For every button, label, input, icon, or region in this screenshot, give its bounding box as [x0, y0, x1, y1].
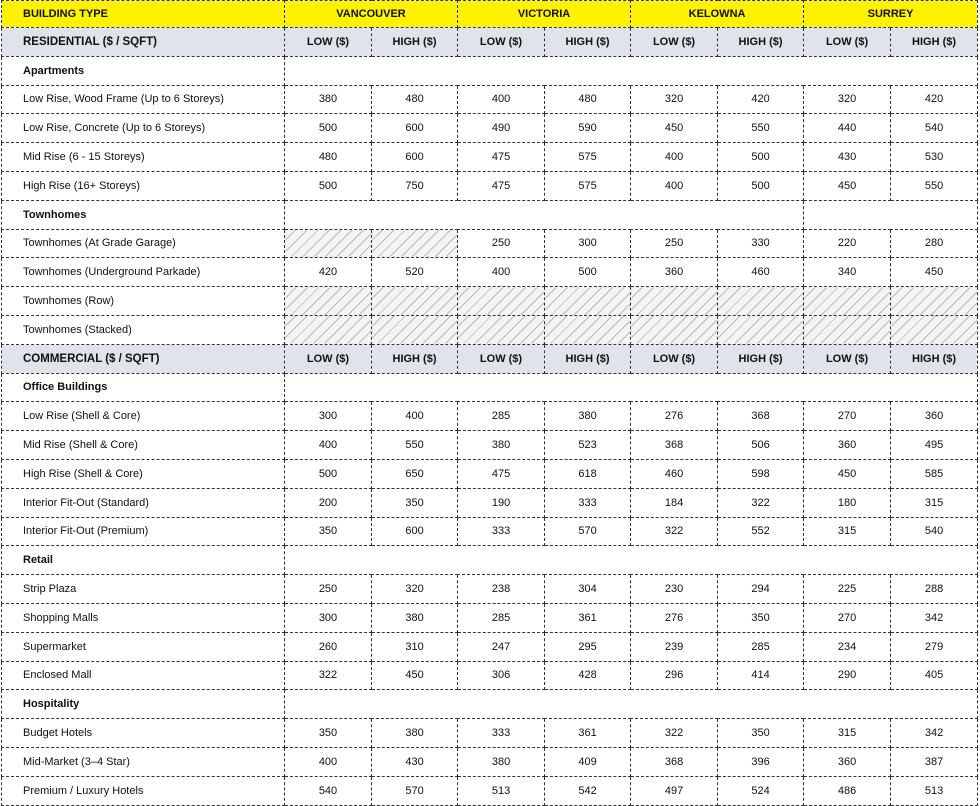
low-header: LOW ($) [804, 344, 891, 373]
high-value: 330 [718, 229, 804, 258]
high-value: 506 [718, 431, 804, 460]
row-label: Mid Rise (6 - 15 Storeys) [2, 143, 285, 172]
high-value: 550 [718, 114, 804, 143]
high-value: 650 [372, 459, 458, 488]
table-row [2, 488, 978, 517]
high-value: 450 [891, 258, 978, 287]
high-value: 300 [545, 229, 631, 258]
low-value: 250 [285, 575, 372, 604]
low-value: 430 [804, 143, 891, 172]
high-value: 430 [372, 747, 458, 776]
high-value: 500 [718, 171, 804, 200]
table-row [2, 747, 978, 776]
low-value: 200 [285, 488, 372, 517]
not-applicable-cell [285, 229, 372, 258]
low-value: 490 [458, 114, 545, 143]
low-header: LOW ($) [285, 28, 372, 57]
low-value: 486 [804, 776, 891, 805]
group-title: Retail [2, 546, 285, 575]
high-header: HIGH ($) [718, 28, 804, 57]
high-header: HIGH ($) [718, 344, 804, 373]
low-value: 333 [458, 719, 545, 748]
group-title: Townhomes [2, 200, 285, 229]
low-value: 450 [804, 459, 891, 488]
low-value: 400 [631, 143, 718, 172]
high-value: 523 [545, 431, 631, 460]
low-value: 500 [285, 459, 372, 488]
low-value: 184 [631, 488, 718, 517]
high-value: 361 [545, 719, 631, 748]
low-value: 400 [458, 85, 545, 114]
high-value: 460 [718, 258, 804, 287]
high-header: HIGH ($) [891, 28, 978, 57]
low-value: 380 [458, 431, 545, 460]
group-spacer [804, 200, 978, 229]
high-header: HIGH ($) [372, 28, 458, 57]
low-value: 315 [804, 517, 891, 546]
group-title: Office Buildings [2, 373, 285, 402]
high-value: 387 [891, 747, 978, 776]
table-row [2, 402, 978, 431]
low-value: 322 [285, 661, 372, 690]
high-value: 420 [718, 85, 804, 114]
high-value: 350 [718, 719, 804, 748]
low-value: 290 [804, 661, 891, 690]
low-value: 250 [458, 229, 545, 258]
high-header: HIGH ($) [891, 344, 978, 373]
not-applicable-cell [631, 287, 718, 316]
low-value: 239 [631, 632, 718, 661]
high-value: 280 [891, 229, 978, 258]
row-label: High Rise (Shell & Core) [2, 459, 285, 488]
table-row [2, 315, 978, 344]
row-label: Premium / Luxury Hotels [2, 776, 285, 805]
low-value: 500 [285, 171, 372, 200]
high-value: 540 [891, 517, 978, 546]
not-applicable-cell [804, 315, 891, 344]
not-applicable-cell [458, 287, 545, 316]
low-value: 315 [804, 719, 891, 748]
low-value: 225 [804, 575, 891, 604]
low-value: 475 [458, 143, 545, 172]
table-row [2, 517, 978, 546]
high-value: 360 [891, 402, 978, 431]
group-header-row [2, 546, 978, 575]
high-value: 320 [372, 575, 458, 604]
low-value: 360 [804, 747, 891, 776]
not-applicable-cell [372, 229, 458, 258]
high-value: 513 [891, 776, 978, 805]
low-value: 276 [631, 402, 718, 431]
low-value: 333 [458, 517, 545, 546]
row-label: Supermarket [2, 632, 285, 661]
high-value: 420 [891, 85, 978, 114]
low-value: 285 [458, 402, 545, 431]
low-value: 475 [458, 459, 545, 488]
high-value: 396 [718, 747, 804, 776]
low-value: 250 [631, 229, 718, 258]
high-value: 618 [545, 459, 631, 488]
high-value: 294 [718, 575, 804, 604]
high-header: HIGH ($) [545, 28, 631, 57]
group-spacer [285, 690, 978, 719]
high-header: HIGH ($) [372, 344, 458, 373]
low-value: 300 [285, 603, 372, 632]
not-applicable-cell [545, 315, 631, 344]
row-label: Townhomes (At Grade Garage) [2, 229, 285, 258]
table-row [2, 85, 978, 114]
table-row [2, 229, 978, 258]
high-value: 361 [545, 603, 631, 632]
table-row [2, 575, 978, 604]
row-label: Low Rise, Wood Frame (Up to 6 Storeys) [2, 85, 285, 114]
row-label: Mid-Market (3–4 Star) [2, 747, 285, 776]
low-value: 360 [804, 431, 891, 460]
row-label: Townhomes (Underground Parkade) [2, 258, 285, 287]
high-value: 368 [718, 402, 804, 431]
low-value: 296 [631, 661, 718, 690]
not-applicable-cell [718, 315, 804, 344]
row-label: Budget Hotels [2, 719, 285, 748]
low-value: 500 [285, 114, 372, 143]
high-value: 380 [545, 402, 631, 431]
low-value: 320 [804, 85, 891, 114]
low-value: 322 [631, 719, 718, 748]
high-value: 570 [372, 776, 458, 805]
not-applicable-cell [718, 287, 804, 316]
high-value: 380 [372, 719, 458, 748]
group-header-row [2, 200, 978, 229]
row-label: Strip Plaza [2, 575, 285, 604]
table-row [2, 719, 978, 748]
low-value: 400 [458, 258, 545, 287]
high-value: 285 [718, 632, 804, 661]
low-value: 220 [804, 229, 891, 258]
table-row [2, 114, 978, 143]
low-value: 300 [285, 402, 372, 431]
table-row [2, 287, 978, 316]
high-value: 600 [372, 114, 458, 143]
high-value: 342 [891, 603, 978, 632]
section-header-row [2, 28, 978, 57]
low-value: 450 [804, 171, 891, 200]
low-value: 400 [631, 171, 718, 200]
city-header-surrey: SURREY [804, 1, 978, 28]
group-header-row [2, 56, 978, 85]
low-value: 180 [804, 488, 891, 517]
high-value: 550 [372, 431, 458, 460]
high-value: 585 [891, 459, 978, 488]
row-label: Low Rise (Shell & Core) [2, 402, 285, 431]
high-value: 480 [545, 85, 631, 114]
not-applicable-cell [891, 315, 978, 344]
high-value: 333 [545, 488, 631, 517]
not-applicable-cell [285, 287, 372, 316]
table-row [2, 459, 978, 488]
high-value: 495 [891, 431, 978, 460]
high-value: 524 [718, 776, 804, 805]
high-value: 530 [891, 143, 978, 172]
low-value: 460 [631, 459, 718, 488]
group-title: Apartments [2, 56, 285, 85]
title-row [2, 1, 978, 28]
low-value: 190 [458, 488, 545, 517]
table-row [2, 661, 978, 690]
not-applicable-cell [372, 315, 458, 344]
low-header: LOW ($) [458, 344, 545, 373]
section-title: COMMERCIAL ($ / SQFT) [2, 344, 285, 373]
low-header: LOW ($) [285, 344, 372, 373]
low-value: 285 [458, 603, 545, 632]
low-value: 260 [285, 632, 372, 661]
row-label: Interior Fit-Out (Standard) [2, 488, 285, 517]
high-value: 590 [545, 114, 631, 143]
not-applicable-cell [804, 287, 891, 316]
table-row [2, 632, 978, 661]
not-applicable-cell [372, 287, 458, 316]
high-value: 500 [718, 143, 804, 172]
section-header-row [2, 344, 978, 373]
high-value: 409 [545, 747, 631, 776]
low-value: 238 [458, 575, 545, 604]
low-header: LOW ($) [804, 28, 891, 57]
low-value: 368 [631, 747, 718, 776]
high-value: 600 [372, 143, 458, 172]
row-label: High Rise (16+ Storeys) [2, 171, 285, 200]
section-title: RESIDENTIAL ($ / SQFT) [2, 28, 285, 57]
low-value: 475 [458, 171, 545, 200]
table-row [2, 431, 978, 460]
high-value: 428 [545, 661, 631, 690]
low-value: 306 [458, 661, 545, 690]
low-value: 230 [631, 575, 718, 604]
high-value: 540 [891, 114, 978, 143]
high-value: 400 [372, 402, 458, 431]
high-value: 414 [718, 661, 804, 690]
high-value: 550 [891, 171, 978, 200]
low-value: 400 [285, 431, 372, 460]
group-spacer [285, 56, 978, 85]
high-value: 342 [891, 719, 978, 748]
high-value: 480 [372, 85, 458, 114]
low-value: 400 [285, 747, 372, 776]
high-value: 279 [891, 632, 978, 661]
city-header-kelowna: KELOWNA [631, 1, 804, 28]
high-value: 552 [718, 517, 804, 546]
low-value: 380 [458, 747, 545, 776]
high-value: 315 [891, 488, 978, 517]
high-value: 288 [891, 575, 978, 604]
high-value: 575 [545, 171, 631, 200]
high-value: 570 [545, 517, 631, 546]
row-label: Low Rise, Concrete (Up to 6 Storeys) [2, 114, 285, 143]
not-applicable-cell [891, 287, 978, 316]
row-label: Interior Fit-Out (Premium) [2, 517, 285, 546]
row-label: Mid Rise (Shell & Core) [2, 431, 285, 460]
group-spacer [285, 546, 978, 575]
low-value: 360 [631, 258, 718, 287]
low-value: 247 [458, 632, 545, 661]
low-value: 276 [631, 603, 718, 632]
row-label: Townhomes (Row) [2, 287, 285, 316]
table-row [2, 603, 978, 632]
high-value: 542 [545, 776, 631, 805]
table-row [2, 171, 978, 200]
low-value: 350 [285, 517, 372, 546]
high-value: 350 [372, 488, 458, 517]
group-spacer [285, 373, 978, 402]
high-value: 405 [891, 661, 978, 690]
high-value: 450 [372, 661, 458, 690]
not-applicable-cell [285, 315, 372, 344]
low-value: 450 [631, 114, 718, 143]
city-header-vancouver: VANCOUVER [285, 1, 458, 28]
cost-table [1, 0, 978, 806]
table-row [2, 143, 978, 172]
high-value: 500 [545, 258, 631, 287]
table-row [2, 776, 978, 805]
row-label: Enclosed Mall [2, 661, 285, 690]
high-value: 575 [545, 143, 631, 172]
low-value: 480 [285, 143, 372, 172]
high-header: HIGH ($) [545, 344, 631, 373]
low-value: 368 [631, 431, 718, 460]
high-value: 350 [718, 603, 804, 632]
low-header: LOW ($) [458, 28, 545, 57]
low-value: 420 [285, 258, 372, 287]
low-header: LOW ($) [631, 344, 718, 373]
not-applicable-cell [458, 315, 545, 344]
group-spacer [285, 200, 804, 229]
low-value: 380 [285, 85, 372, 114]
group-header-row [2, 373, 978, 402]
low-value: 497 [631, 776, 718, 805]
low-value: 270 [804, 603, 891, 632]
not-applicable-cell [631, 315, 718, 344]
high-value: 598 [718, 459, 804, 488]
group-header-row [2, 690, 978, 719]
high-value: 380 [372, 603, 458, 632]
city-header-victoria: VICTORIA [458, 1, 631, 28]
low-value: 234 [804, 632, 891, 661]
table-row [2, 258, 978, 287]
low-value: 340 [804, 258, 891, 287]
high-value: 304 [545, 575, 631, 604]
high-value: 295 [545, 632, 631, 661]
high-value: 750 [372, 171, 458, 200]
low-value: 440 [804, 114, 891, 143]
row-label: Townhomes (Stacked) [2, 315, 285, 344]
high-value: 520 [372, 258, 458, 287]
not-applicable-cell [545, 287, 631, 316]
high-value: 322 [718, 488, 804, 517]
group-title: Hospitality [2, 690, 285, 719]
low-header: LOW ($) [631, 28, 718, 57]
low-value: 320 [631, 85, 718, 114]
high-value: 600 [372, 517, 458, 546]
high-value: 310 [372, 632, 458, 661]
building-type-header: BUILDING TYPE [2, 1, 285, 28]
low-value: 513 [458, 776, 545, 805]
low-value: 350 [285, 719, 372, 748]
low-value: 322 [631, 517, 718, 546]
low-value: 540 [285, 776, 372, 805]
cost-table-body [2, 1, 978, 806]
low-value: 270 [804, 402, 891, 431]
row-label: Shopping Malls [2, 603, 285, 632]
